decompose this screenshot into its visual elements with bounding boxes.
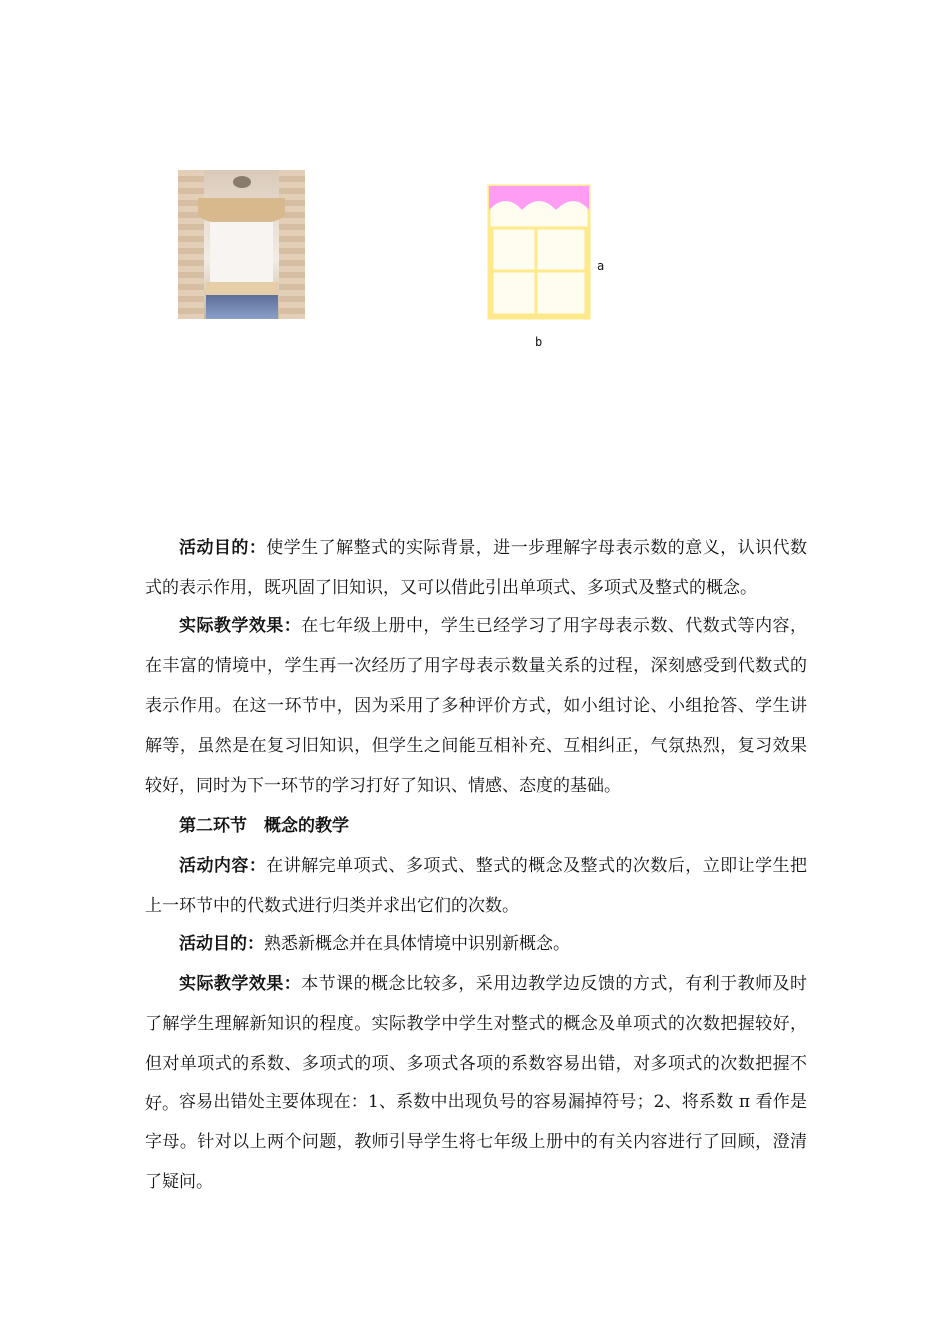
photo-bed <box>206 282 278 319</box>
paragraph-common-errors: 容易出错处主要体现在：1、系数中出现负号的容易漏掉符号；2、将系数 π 看作是字母。针对以上两个问题，教师引导学生将七年级上册中的有关内容进行了回顾，澄清了疑问。 <box>145 1092 807 1192</box>
paragraph-activity-goal-2 <box>145 924 807 964</box>
window-diagram <box>486 184 592 320</box>
photo-valance <box>198 198 285 224</box>
heading-teaching-effect: 实际教学效果： <box>179 616 302 636</box>
paragraph-activity-goal-1 <box>145 528 807 608</box>
bedroom-photo <box>178 170 305 319</box>
label-b: b <box>535 335 543 349</box>
photo-sheer-curtain <box>210 222 273 286</box>
section-heading-2: 第二环节 概念的教学 <box>179 816 349 836</box>
heading-activity-goal: 活动目的： <box>179 538 267 558</box>
paragraph-text: 在七年级上册中，学生已经学习了用字母表示数、代数式等内容，在丰富的情境中，学生再一次经历了用字母表示数量关系的过程，深刻感受到代数式的表示作用。在这一环节中，因为采用了多种评价方式，如小组讨论、小组抢答、学生讲解等，虽然是在复习旧知识，但学生之间能互相补充、互相纠正，气氛热烈，复习效果较好，同时为下一环节的学习打好了知识、情感、态度的基础。 <box>145 616 808 796</box>
window-frame <box>489 186 589 318</box>
ceiling-lamp <box>233 176 251 188</box>
heading-teaching-effect: 实际教学效果： <box>179 974 302 994</box>
wallpaper-right <box>279 170 305 319</box>
paragraph-text: 使学生了解整式的实际背景，进一步理解字母表示数的意义，认识代数式的表示作用，既巩固了旧知识，又可以借此引出单项式、多项式及整式的概念。 <box>145 538 808 598</box>
heading-activity-goal: 活动目的： <box>179 934 264 954</box>
paragraph-text: 本节课的概念比较多，采用边教学边反馈的方式，有利于教师及时了解学生理解新知识的程度。实际教学中学生对整式的概念及单项式的次数把握较好，但对单项式的系数、多项式的项、多项式各项的系数容易出错，对多项式的次数把握不好。 <box>145 974 808 1114</box>
wallpaper-left <box>178 170 204 319</box>
paragraph-text: 在讲解完单项式、多项式、整式的概念及整式的次数后，立即让学生把上一环节中的代数式进行归类并求出它们的次数。 <box>145 856 808 916</box>
label-a: a <box>597 259 605 273</box>
paragraph-teaching-effect-1 <box>145 606 807 806</box>
paragraph-text: 熟悉新概念并在具体情境中识别新概念。 <box>264 934 570 954</box>
heading-activity-content: 活动内容： <box>179 856 267 876</box>
paragraph-activity-content <box>145 846 807 926</box>
